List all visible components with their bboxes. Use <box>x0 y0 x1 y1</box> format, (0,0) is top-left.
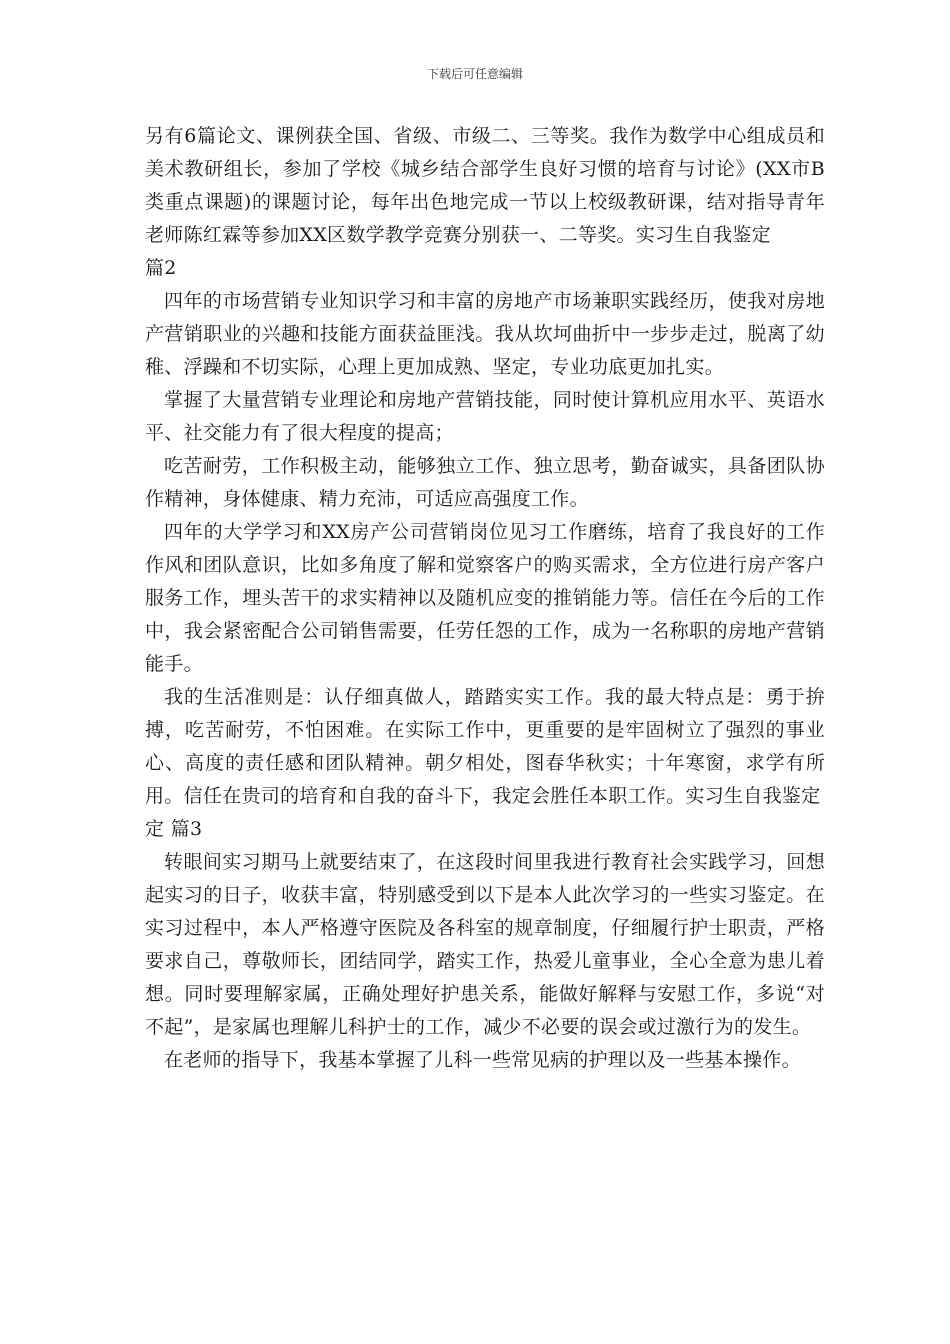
paragraph-8: 在老师的指导下，我基本掌握了儿科一些常见病的护理以及一些基本操作。 <box>164 1049 801 1071</box>
document-body <box>145 120 825 1077</box>
paragraph-2: 四年的市场营销专业知识学习和丰富的房地产市场兼职实践经历，使我对房地产营销职业的兴趣和技能方面获益匪浅。我从坎坷曲折中一步步走过，脱离了幼稚、浮躁和不切实际，心理上更加成熟、坚定，专业功底更加扎实。 <box>145 290 825 378</box>
paragraph-7: 转眼间实习期马上就要结束了，在这段时间里我进行教育社会实践学习，回想起实习的日子，收获丰富，特别感受到以下是本人此次学习的一些实习鉴定。在实习过程中，本人严格遵守医院及各科室的规章制度，仔细履行护士职责，严格要求自己，尊敬师长，团结同学，踏实工作，热爱儿童事业，全心全意为患儿着想。同时要理解家属，正确处理好护患关系，能做好解释与安慰工作，多说“对不起”，是家属也理解儿科护士的工作，减少不必要的误会或过激行为的发生。 <box>145 851 825 1038</box>
section-heading-3: 定 篇3 <box>145 818 203 840</box>
section-heading-2: 篇2 <box>145 257 177 279</box>
paragraph-4: 吃苦耐劳，工作积极主动，能够独立工作、独立思考，勤奋诚实，具备团队协作精神，身体健康、精力充沛，可适应高强度工作。 <box>145 455 825 510</box>
paragraph-3: 掌握了大量营销专业理论和房地产营销技能，同时使计算机应用水平、英语水平、社交能力有了很大程度的提高； <box>145 389 825 444</box>
page-header: 下载后可任意编辑 <box>426 67 523 81</box>
paragraph-5: 四年的大学学习和XX房产公司营销岗位见习工作磨练，培育了我良好的工作作风和团队意识，比如多角度了解和觉察客户的购买需求，全方位进行房产客户服务工作，埋头苦干的求实精神以及随机应变的推销能力等。信任在今后的工作中，我会紧密配合公司销售需要，任劳任怨的工作，成为一名称职的房地产营销能手。 <box>145 521 825 675</box>
paragraph-6: 我的生活准则是：认仔细真做人，踏踏实实工作。我的最大特点是：勇于拚搏，吃苦耐劳，不怕困难。在实际工作中，更重要的是牢固树立了强烈的事业心、高度的责任感和团队精神。朝夕相处，图春华秋实；十年寒窗，求学有所用。信任在贵司的培育和自我的奋斗下，我定会胜任本职工作。实习生自我鉴定 <box>145 686 825 807</box>
paragraph-1: 另有6篇论文、课例获全国、省级、市级二、三等奖。我作为数学中心组成员和美术教研组长，参加了学校《城乡结合部学生良好习惯的培育与讨论》(XX市B类重点课题)的课题讨论，每年出色地完成一节以上校级教研课，结对指导青年老师陈红霖等参加XX区数学教学竞赛分别获一、二等奖。实习生自我鉴定 <box>145 125 825 246</box>
